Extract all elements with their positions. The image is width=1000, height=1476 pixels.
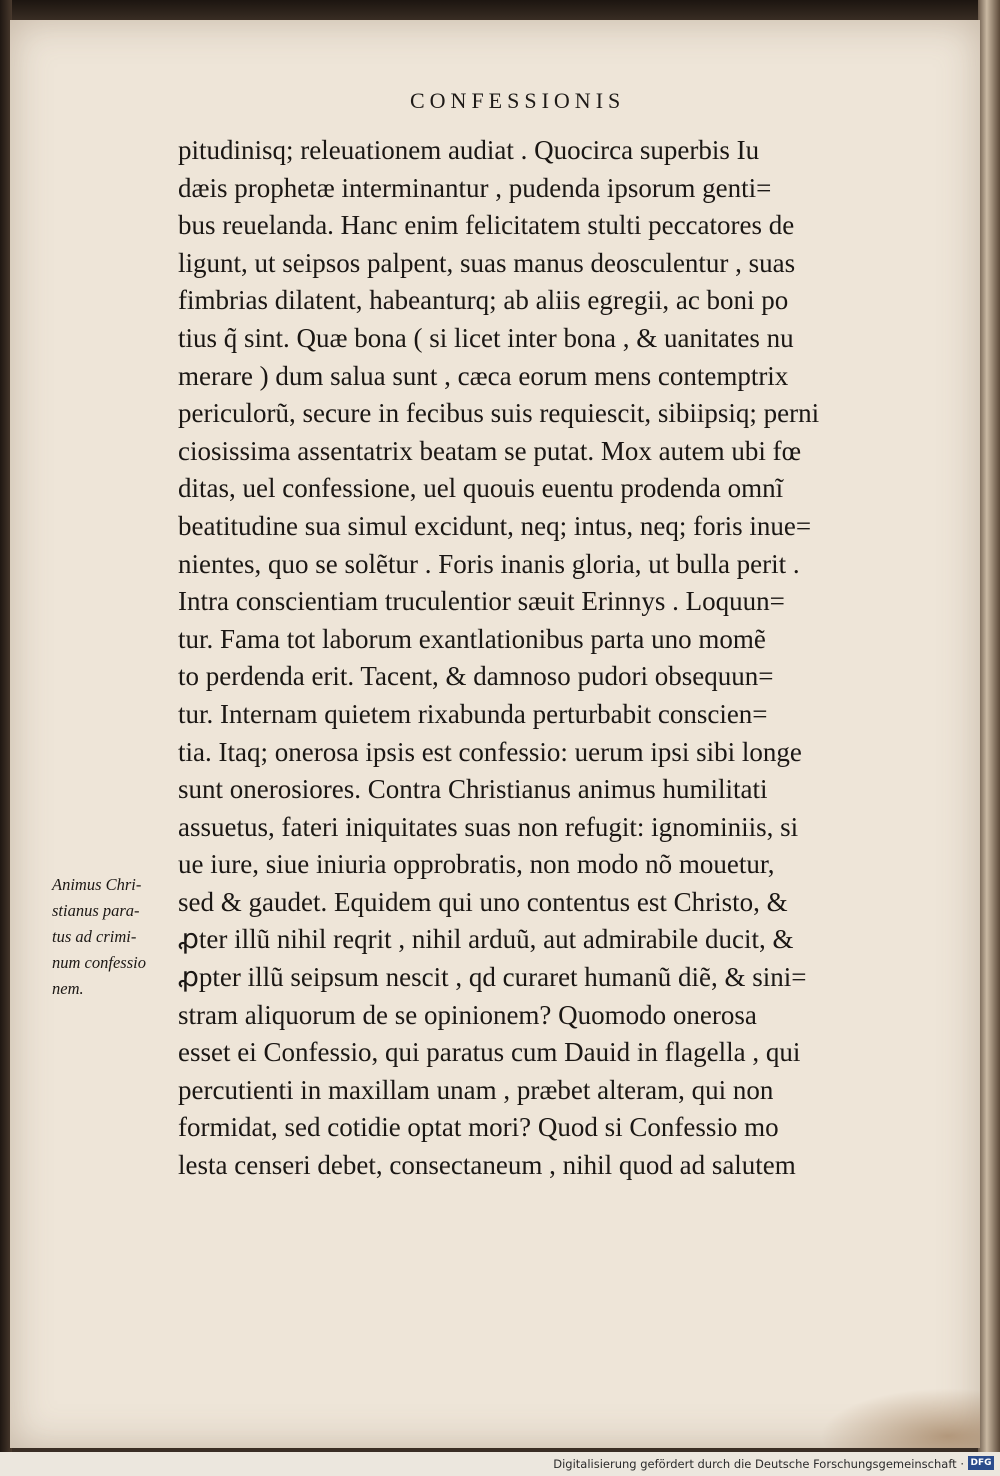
text-line: tur. Internam quietem rixabunda perturbabit conscien=	[178, 698, 768, 729]
text-line: periculorũ, secure in fecibus suis requiescit, sibiipsiq; perni	[178, 398, 820, 429]
page-stain	[820, 1388, 980, 1448]
text-line: fimbrias dilatent, habeanturq; ab aliis egregii, ac boni po	[178, 285, 789, 316]
marginal-note-line: num confessio	[52, 953, 146, 972]
marginal-note-line: stianus para-	[52, 901, 140, 920]
text-line: merare ) dum salua sunt , cæca eorum mens contemptrix	[178, 360, 789, 391]
text-line: to perdenda erit. Tacent, & damnoso pudori obsequun=	[178, 661, 774, 692]
marginal-note-line: tus ad crimi-	[52, 927, 137, 946]
running-head: CONFESSIONIS	[410, 88, 626, 113]
text-line: formidat, sed cotidie optat mori? Quod si Confessio mo	[178, 1112, 779, 1143]
body-text	[178, 132, 898, 1185]
text-line: ciosissima assentatrix beatam se putat. Mox autem ubi fœ	[178, 435, 802, 466]
text-line: sunt onerosiores. Contra Christianus animus humilitati	[178, 774, 768, 805]
text-line: dæis prophetæ interminantur , pudenda ipsorum genti=	[178, 172, 772, 203]
text-line: ꝓter illũ nihil reqrit , nihil arduũ, aut admirabile ducit, &	[178, 924, 794, 955]
dfg-logo: DFG	[968, 1456, 994, 1470]
marginal-note	[52, 872, 182, 1002]
text-line: lesta censeri debet, consectaneum , nihil quod ad salutem	[178, 1150, 796, 1181]
marginal-note-line: nem.	[52, 979, 84, 998]
text-line: beatitudine sua simul excidunt, neq; intus, neq; foris inue=	[178, 510, 812, 541]
text-line: tur. Fama tot laborum exantlationibus parta uno momẽ	[178, 623, 766, 654]
text-line: esset ei Confessio, qui paratus cum Dauid in flagella , qui	[178, 1037, 801, 1068]
text-line: ditas, uel confessione, uel quouis euentu prodenda omnĩ	[178, 473, 784, 504]
text-line: Intra conscientiam truculentior sæuit Erinnys . Loquun=	[178, 586, 785, 617]
text-line: ligunt, ut seipsos palpent, suas manus deosculentur , suas	[178, 247, 796, 278]
text-line: tius q̃ sint. Quæ bona ( si licet inter bona , & uanitates nu	[178, 322, 794, 353]
scan-top-edge	[0, 0, 1000, 22]
text-line: ue iure, siue iniuria opprobratis, non modo nõ mouetur,	[178, 849, 775, 880]
digitization-credit: Digitalisierung gefördert durch die Deutsche Forschungsgemeinschaft ·	[553, 1457, 964, 1471]
page-fore-edge	[978, 0, 1000, 1452]
text-line: percutienti in maxillam unam , præbet alteram, qui non	[178, 1074, 774, 1105]
text-line: assuetus, fateri iniquitates suas non refugit: ignominiis, si	[178, 811, 799, 842]
marginal-note-line: Animus Chri-	[52, 875, 142, 894]
text-line: sed & gaudet. Equidem qui uno contentus est Christo, &	[178, 886, 788, 917]
text-line: nientes, quo se solẽtur . Foris inanis gloria, ut bulla perit .	[178, 548, 800, 579]
text-line: stram aliquorum de se opinionem? Quomodo onerosa	[178, 999, 757, 1030]
text-line: bus reuelanda. Hanc enim felicitatem stulti peccatores de	[178, 210, 795, 241]
text-line: tia. Itaq; onerosa ipsis est confessio: uerum ipsi sibi longe	[178, 736, 802, 767]
text-line: ꝓpter illũ seipsum nescit , qd curaret humanũ diẽ, & sini=	[178, 962, 807, 993]
text-line: pitudinisq; releuationem audiat . Quocirca superbis Iu	[178, 135, 760, 165]
